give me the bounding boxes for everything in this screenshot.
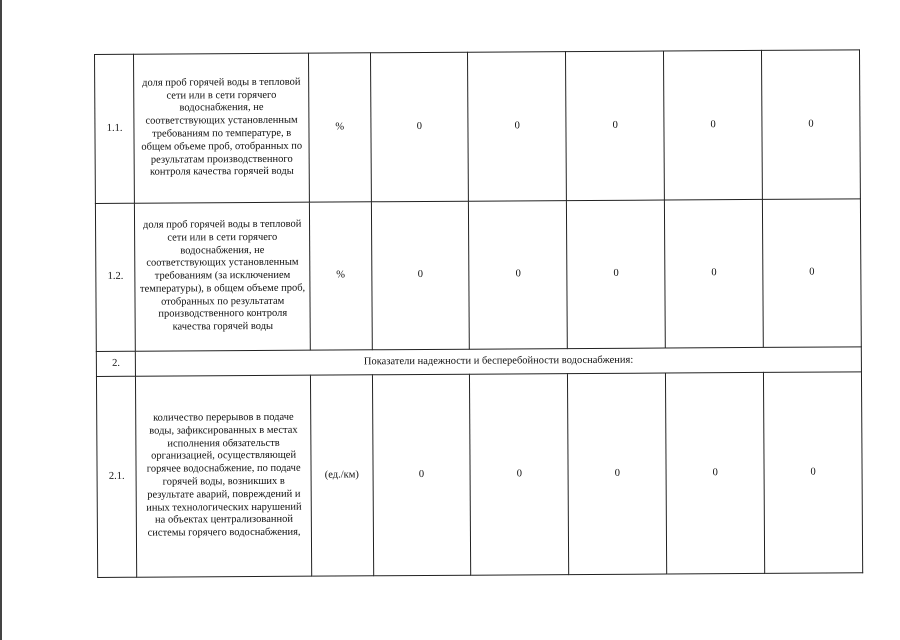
value-cell: 0: [470, 374, 569, 576]
unit-cell: %: [308, 53, 370, 202]
value-cell: 0: [665, 199, 764, 348]
value-cell: 0: [566, 51, 665, 201]
indicator-name: доля проб горячей воды в тепловой сети или в сети горячего водоснабжения, не соответствующих установленным требованиям (за исключением температуры), в общем объеме проб, отобранных по результатам производственного контроля качества горячей воды: [135, 202, 310, 351]
value-cell: 0: [666, 372, 765, 574]
table-row: [95, 50, 861, 204]
value-cell: 0: [764, 372, 863, 574]
indicator-name: количество перерывов в подаче воды, зафиксированных в местах исполнения обязательств организацией, осуществляющей горячее водоснабжение, по подаче горячей воды, возникших в результате аварий, повреждений и иных технологических нарушений на объектах централизованной системы горячего водоснабжения,: [136, 375, 312, 577]
row-number: 1.1.: [95, 54, 135, 203]
section-title: Показатели надежности и бесперебойности водоснабжения:: [136, 347, 862, 376]
page-left-edge: [0, 0, 2, 640]
unit-cell: %: [309, 202, 371, 350]
section-number: 2.: [96, 351, 136, 376]
value-cell: 0: [568, 373, 667, 575]
value-cell: 0: [372, 374, 471, 576]
row-number: 2.1.: [96, 376, 137, 577]
value-cell: 0: [762, 199, 861, 348]
value-cell: 0: [567, 200, 666, 349]
indicators-table: [94, 49, 863, 578]
table-row: [96, 372, 862, 578]
row-number: 1.2.: [95, 203, 135, 351]
indicator-name: доля проб горячей воды в тепловой сети или в сети горячего водоснабжения, не соответствующих установленным требованиям по температуре, в общем объеме проб, отобранных по результатам производственного контроля качества горячей воды: [134, 53, 310, 203]
document-page: [94, 49, 863, 578]
value-cell: 0: [762, 50, 861, 200]
unit-cell: (ед./км): [310, 375, 373, 576]
table-row: [95, 199, 861, 352]
value-cell: 0: [664, 50, 763, 200]
value-cell: 0: [468, 52, 567, 202]
value-cell: 0: [371, 201, 470, 350]
value-cell: 0: [370, 52, 469, 202]
value-cell: 0: [469, 201, 568, 350]
